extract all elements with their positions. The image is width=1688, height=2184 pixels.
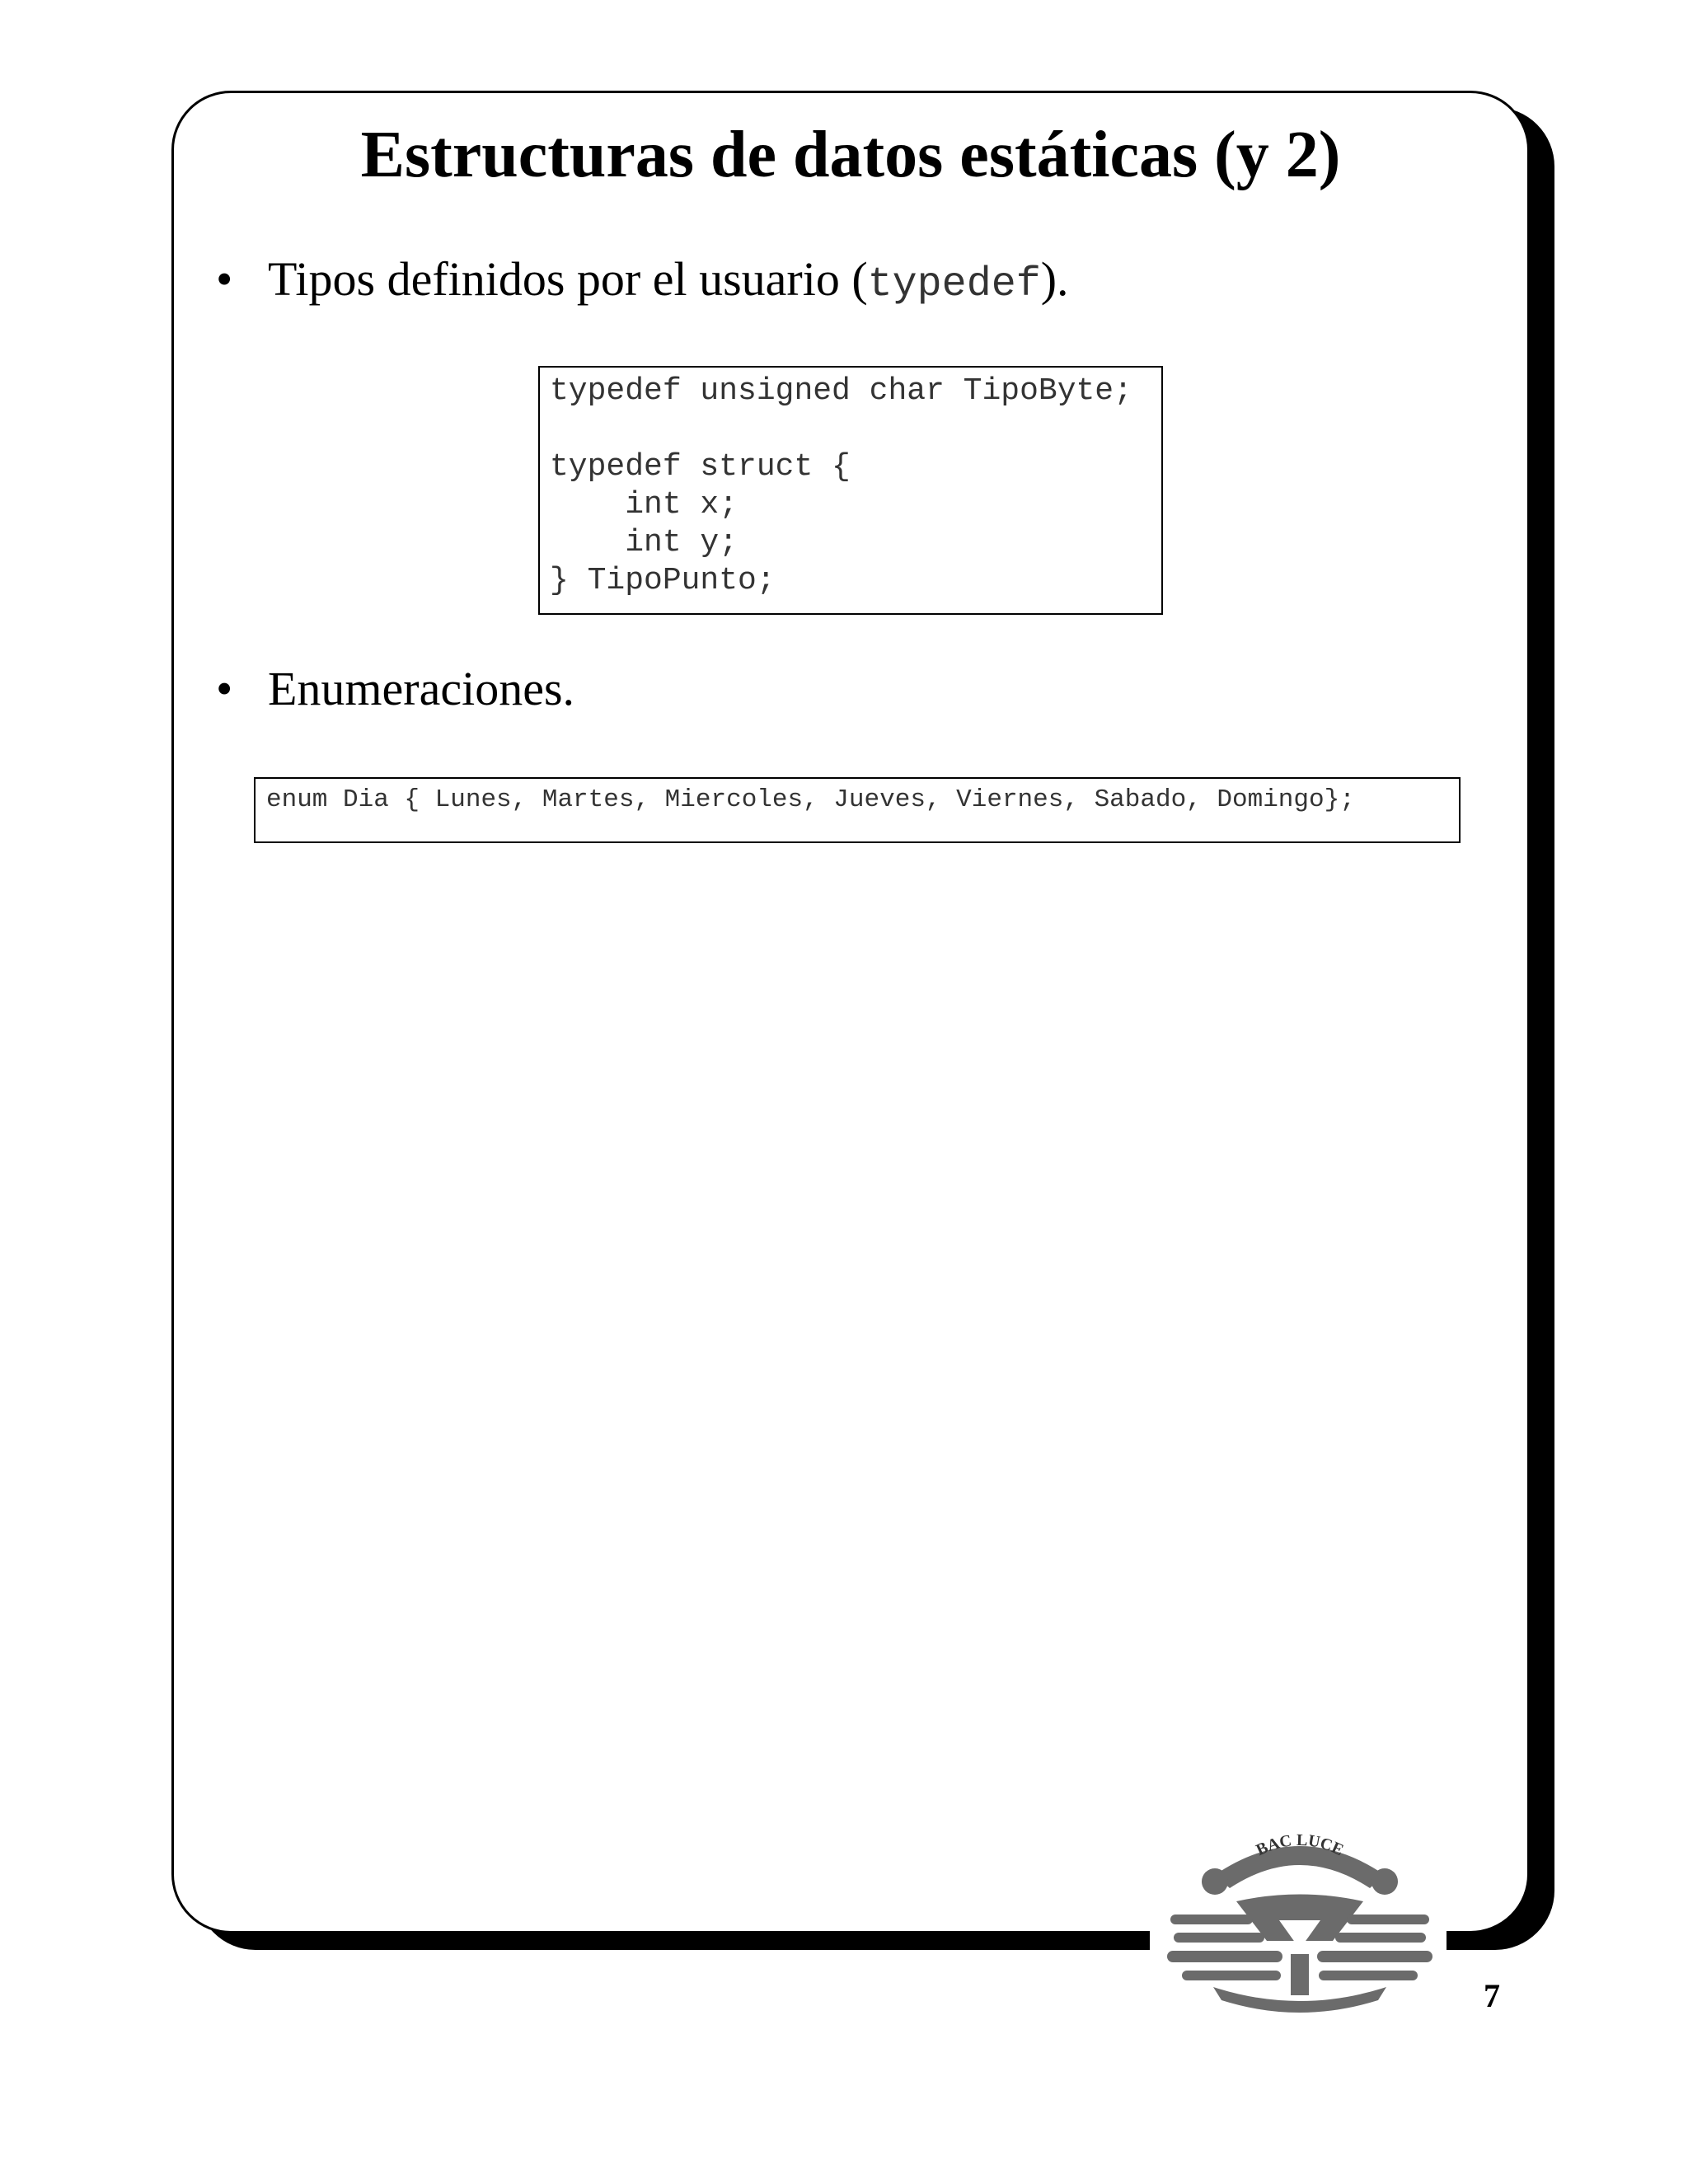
typedef-code-block — [538, 366, 1163, 615]
page-number: 7 — [1484, 1977, 1500, 2014]
bullet-enumeraciones-text: Enumeraciones. — [268, 662, 575, 715]
enum-code-block: enum Dia { Lunes, Martes, Miercoles, Jueves, Viernes, Sabado, Domingo}; — [254, 777, 1461, 843]
logo-motto: BAC LUCE — [1253, 1830, 1347, 1860]
bullet-typedef-text-end: ). — [1040, 252, 1069, 306]
bullet-typedef — [216, 251, 1069, 314]
bullet-typedef-text: Tipos definidos por el usuario ( — [268, 252, 868, 306]
slide-title: Estructuras de datos estáticas (y 2) — [360, 119, 1341, 191]
university-logo — [1164, 1809, 1436, 2015]
bullet-enumeraciones — [216, 660, 574, 718]
code-line: int x; — [550, 487, 738, 523]
bullet-marker: • — [216, 252, 233, 306]
code-line: int y; — [550, 525, 738, 560]
code-line: } TipoPunto; — [550, 563, 776, 598]
bullet-typedef-keyword: typedef — [867, 261, 1041, 308]
code-line — [550, 410, 1161, 448]
code-line: typedef unsigned char TipoByte; — [550, 373, 1132, 409]
code-line: typedef struct { — [550, 449, 851, 485]
bullet-marker: • — [216, 662, 233, 715]
